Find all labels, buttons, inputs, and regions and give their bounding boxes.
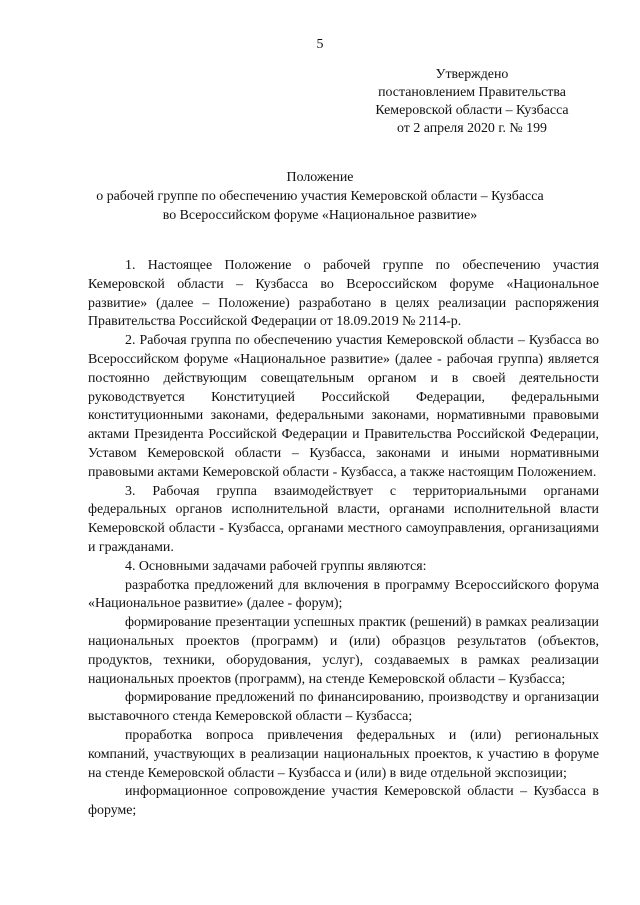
task-item: формирование презентации успешных практик (решений) в рамках реализации национальных проектов (программ) и (или) образцов результатов (объектов, продуктов, техники, оборудования, услуг), создаваемых в рамках реализации национальных проектов (программ), на стенде Кемеровской области – Кузбасса; [88, 615, 599, 687]
document-title [20, 168, 620, 225]
page-number: 5 [316, 37, 324, 52]
task-item: информационное сопровождение участия Кемеровской области – Кузбасса в форуме; [88, 784, 599, 819]
approval-date-line: от 2 апреля 2020 г. № 199 [397, 121, 547, 136]
title-line: о рабочей группе по обеспечению участия Кемеровской области – Кузбасса [96, 189, 544, 204]
title-line: Положение [286, 170, 354, 185]
paragraph-3: 3. Рабочая группа взаимодействует с территориальными органами федеральных органов исполнительной власти, органами исполнительной власти Кемеровской области - Кузбасса, органами местного самоуправления, организациями и гражданами. [88, 483, 599, 555]
task-item: формирование предложений по финансированию, производству и организации выставочного стенда Кемеровской области – Кузбасса; [88, 690, 599, 725]
approval-block [322, 66, 622, 138]
paragraph-2: 2. Рабочая группа по обеспечению участия Кемеровской области – Кузбасса во Всероссийском форуме «Национальное развитие» (далее - рабочая группа) является постоянно действующим совещательным органом и в своей деятельности руководствуется Конституцией Российской Федерации, федеральными конституционными законами, федеральными законами, нормативными правовыми актами Президента Российской Федерации и Правительства Российской Федерации, Уставом Кемеровской области – Кузбасса, законами и иными нормативными правовыми актами Кемеровской области - Кузбасса, а также настоящим Положением. [88, 333, 599, 480]
approval-line: постановлением Правительства [378, 85, 566, 100]
task-item: разработка предложений для включения в программу Всероссийского форума «Национальное развитие» (далее - форум); [88, 577, 599, 612]
approval-line: Утверждено [435, 67, 509, 82]
paragraph-4: 4. Основными задачами рабочей группы являются: [125, 558, 427, 574]
approval-line: Кемеровской области – Кузбасса [375, 103, 569, 118]
title-line: во Всероссийском форуме «Национальное развитие» [162, 208, 478, 223]
task-item: проработка вопроса привлечения федеральных и (или) региональных компаний, участвующих в реализации национальных проектов, к участию в форуме на стенде Кемеровской области – Кузбасса и (или) в виде отдельной экспозиции; [88, 727, 599, 781]
document-body [88, 257, 599, 821]
paragraph-1: 1. Настоящее Положение о рабочей группе по обеспечению участия Кемеровской области – Кузбасса во Всероссийском форуме «Национальное развитие» (далее – Положение) разработано в целях реализации распоряжения Правительства Российской Федерации от 18.09.2019 № 2114-р. [88, 258, 599, 330]
